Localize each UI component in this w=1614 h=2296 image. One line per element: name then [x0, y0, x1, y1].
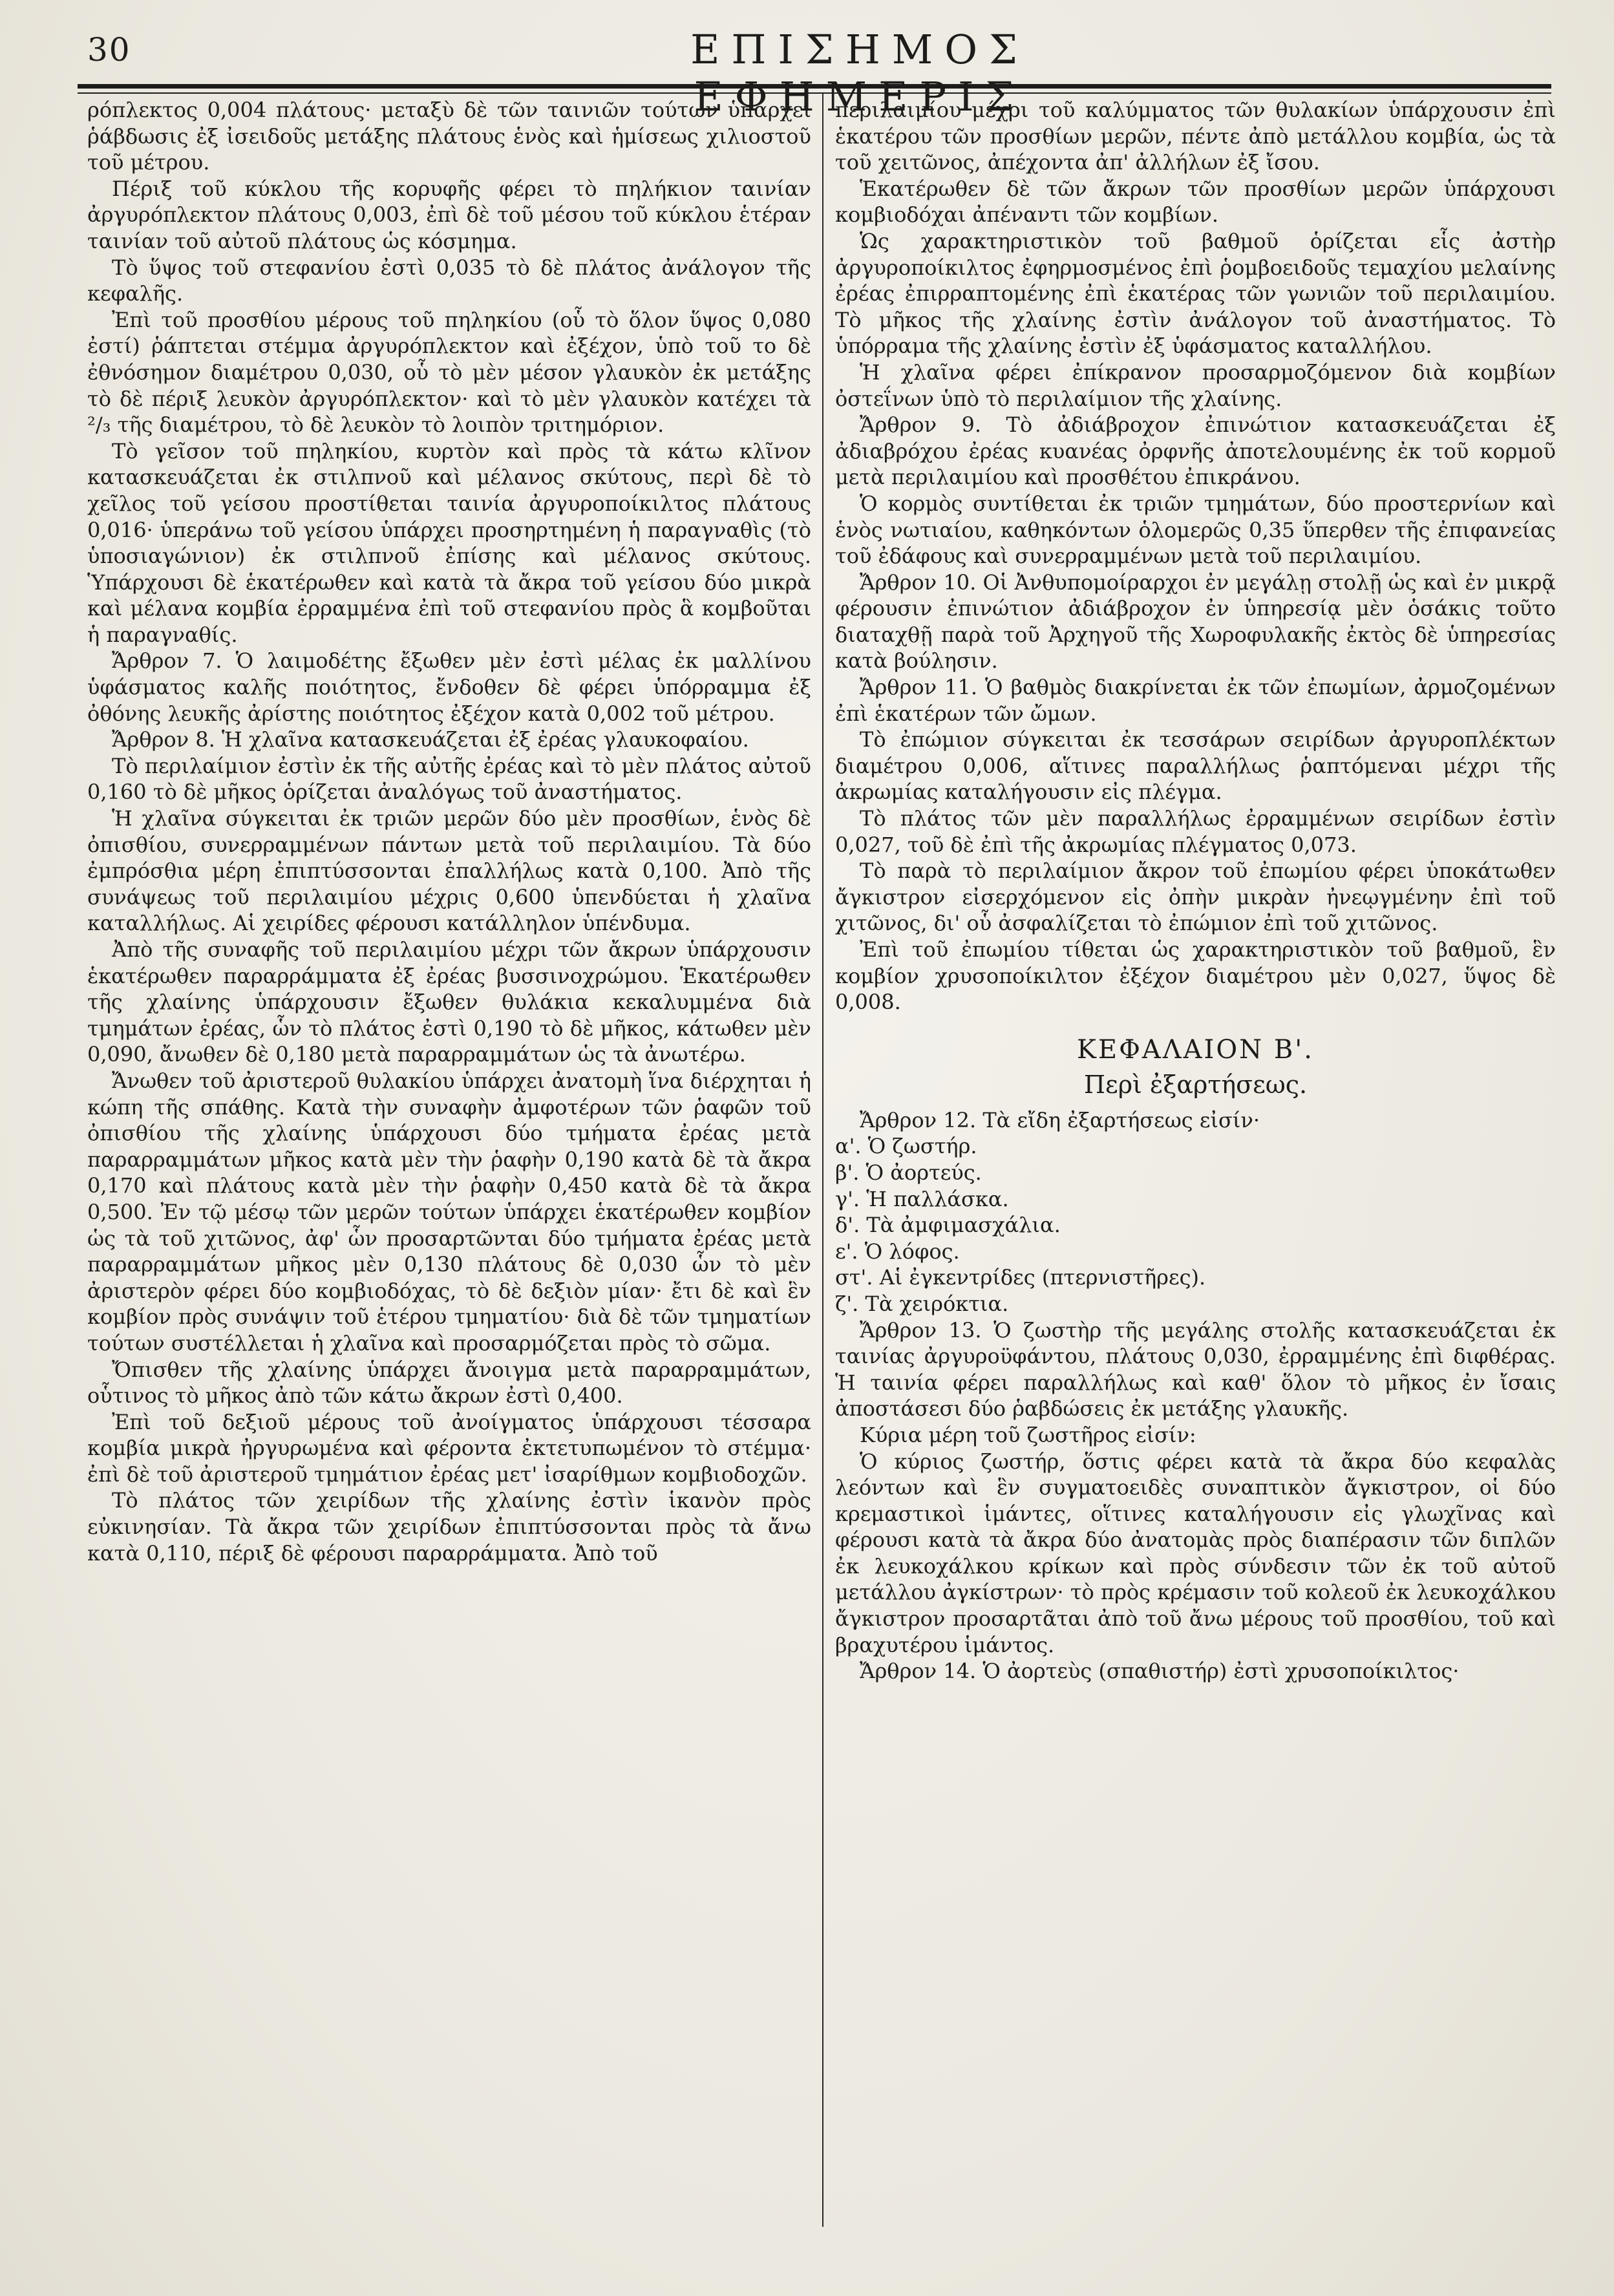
chapter-heading: ΚΕΦΑΛΑΙΟΝ Β'. [1077, 1034, 1314, 1065]
article-paragraph: Ἄρθρον 13. Ὁ ζωστὴρ τῆς μεγάλης στολῆς κατασκευάζεται ἐκ ταινίας ἀργυροϋφάντου, πλάτους 0,030, ἐρραμμένης ἐπὶ διφθέρας. Ἡ ταινία φέρει παραλλήλως καὶ καθ' ὅλον τὸ μῆκος ἐν ἴσαις ἀποστάσεσι δύο ῥαβδώσεις ἐκ μετάξης γλαυκῆς. [835, 1317, 1556, 1421]
paragraph: Ὡς χαρακτηριστικὸν τοῦ βαθμοῦ ὁρίζεται εἷς ἀστὴρ ἀργυροποίκιλτος ἐφηρμοσμένος ἐπὶ ῥομβοειδοῦς τεμαχίου μελαίνης ἐρέας ἐπιρραπτομένης ἐπὶ ἑκατέρας τῶν γωνιῶν τοῦ περιλαιμίου. Τὸ μῆκος τῆς χλαίνης ἐστὶν ἀνάλογον τοῦ ἀναστήματος. Τὸ ὑπόρραμα τῆς χλαίνης ἐστὶν ἐξ ὑφάσματος καταλλήλου. [835, 228, 1556, 359]
paragraph: Τὸ ἐπώμιον σύγκειται ἐκ τεσσάρων σειρίδων ἀργυροπλέκτων διαμέτρου 0,006, αἵτινες παραλλήλως ῥαπτόμεναι μέχρι τῆς ἀκρωμίας καταλήγουσιν εἰς πλέγμα. [835, 727, 1556, 805]
article-paragraph: Ἄρθρον 8. Ἡ χλαῖνα κατασκευάζεται ἐξ ἐρέας γλαυκοφαίου. [112, 727, 749, 752]
paragraph: Ἐπὶ τοῦ ἐπωμίου τίθεται ὡς χαρακτηριστικὸν τοῦ βαθμοῦ, ἓν κομβίον χρυσοποίκιλτον ἐξέχον διαμέτρου μὲν 0,027, ὕψος δὲ 0,008. [835, 937, 1556, 1015]
page-number: 30 [87, 31, 131, 69]
article-paragraph: Ἄρθρον 9. Τὸ ἀδιάβροχον ἐπινώτιον κατασκευάζεται ἐξ ἀδιαβρόχου ἐρέας κυανέας ὀρφνῆς ἀποτελουμένης ἐκ τοῦ κορμοῦ μετὰ περιλαιμίου καὶ προσθέτου ἐπικράνου. [835, 412, 1556, 490]
paragraph: Τὸ περιλαίμιον ἐστὶν ἐκ τῆς αὐτῆς ἐρέας καὶ τὸ μὲν πλάτος αὐτοῦ 0,160 τὸ δὲ μῆκος ὁρίζεται ἀναλόγως τοῦ ἀναστήματος. [87, 753, 811, 805]
paragraph: Ἀπὸ τῆς συναφῆς τοῦ περιλαιμίου μέχρι τῶν ἄκρων ὑπάρχουσιν ἑκατέρωθεν παραρράμματα ἐξ ἐρέας βυσσινοχρώμου. Ἑκατέρωθεν τῆς χλαίνης ὑπάρχουσιν ἔξωθεν θυλάκια κεκαλυμμένα διὰ τμημάτων ἐρέας, ὧν τὸ πλάτος ἐστὶ 0,190 τὸ δὲ μῆκος, κάτωθεν μὲν 0,090, ἄνωθεν δὲ 0,180 μετὰ παραρραμμάτων ὡς τὰ ἀνωτέρω. [87, 937, 811, 1067]
article-paragraph: Ἄρθρον 12. Τὰ εἴδη ἐξαρτήσεως εἰσίν· [860, 1107, 1260, 1132]
column-divider [822, 94, 823, 2227]
list-item: γ'. Ἡ παλλάσκα. [835, 1186, 1009, 1211]
paragraph: Τὸ παρὰ τὸ περιλαίμιον ἄκρον τοῦ ἐπωμίου φέρει ὑποκάτωθεν ἄγκιστρον εἰσερχόμενον εἰς ὀπὴν μικρὰν ἠνεῳγμένην ἐπὶ τοῦ χιτῶνος, δι' οὗ ἀσφαλίζεται τὸ ἐπώμιον ἐπὶ τοῦ χιτῶνος. [835, 858, 1556, 936]
list-item: β'. Ὁ ἀορτεύς. [835, 1160, 982, 1185]
paragraph: Ἡ χλαῖνα σύγκειται ἐκ τριῶν μερῶν δύο μὲν προσθίων, ἑνὸς δὲ ὀπισθίου, συνερραμμένων πάντων μετὰ τοῦ περιλαιμίου. Τὰ δύο ἐμπρόσθια μέρη ἐπιπτύσσονται ἐπαλλήλως κατὰ 0,100. Ἀπὸ τῆς συνάψεως τοῦ περιλαιμίου μέχρις 0,600 ὑπενδύεται ἡ χλαῖνα καταλλήλως. Αἱ χειρίδες φέρουσι κατάλληλον ὑπένδυμα. [87, 806, 811, 936]
header-rule-thin [78, 92, 1551, 94]
newspaper-title: ΕΠΙΣΗΜΟΣ ΕΦΗΜΕΡΙΣ [690, 26, 1029, 120]
list-item: δ'. Τὰ ἀμφιμασχάλια. [835, 1213, 1061, 1238]
article-paragraph: Ἄρθρον 11. Ὁ βαθμὸς διακρίνεται ἐκ τῶν ἐπωμίων, ἀρμοζομένων ἐπὶ ἑκατέρων τῶν ὤμων. [835, 675, 1556, 726]
list-item: ε'. Ὁ λόφος. [835, 1238, 960, 1264]
paragraph: Ὁ κορμὸς συντίθεται ἐκ τριῶν τμημάτων, δύο προστερνίων καὶ ἑνὸς νωτιαίου, καθηκόντων ὁλομερῶς 0,35 ὕπερθεν τῆς ἐπιφανείας τοῦ ἐδάφους καὶ συνερραμμένων μετὰ τοῦ περιλαιμίου. [835, 491, 1556, 569]
paragraph: Κύρια μέρη τοῦ ζωστῆρος εἰσίν: [860, 1422, 1196, 1447]
left-column [87, 97, 811, 2269]
paragraph: Ὁ κύριος ζωστήρ, ὅστις φέρει κατὰ τὰ ἄκρα δύο κεφαλὰς λεόντων καὶ ἓν συγματοειδὲς συναπτικὸν ἄγκιστρον, οἱ δύο κρεμαστικοὶ ἱμάντες, οἵτινες καταλήγουσιν εἰς γλωχῖνας καὶ φέρουσι κατὰ τὰ ἄκρα δύο ἀνατομὰς πρὸς διαπέρασιν τῶν διπλῶν ἐκ λευκοχάλκου κρίκων καὶ πρὸς σύνδεσιν τῶν ἐκ τοῦ αὐτοῦ μετάλλου ἀγκίστρων· τὸ πρὸς κρέμασιν τοῦ κολεοῦ ἐκ λευκοχάλκου ἄγκιστρον προσαρτᾶται ἀπὸ τοῦ ἄνω μέρους τοῦ προσθίου, τοῦ καὶ βραχυτέρου ἱμάντος. [835, 1449, 1556, 1657]
list-item: α'. Ὁ ζωστήρ. [835, 1134, 977, 1159]
paragraph: περιλαιμίου μέχρι τοῦ καλύμματος τῶν θυλακίων ὑπάρχουσιν ἐπὶ ἑκατέρου τῶν προσθίων μερῶν, πέντε ἀπὸ μετάλλου κομβία, ὡς τὰ τοῦ χειτῶνος, ἀπέχοντα ἀπ' ἀλλήλων ἐξ ἴσου. [835, 98, 1556, 175]
paragraph: Τὸ ὕψος τοῦ στεφανίου ἐστὶ 0,035 τὸ δὲ πλάτος ἀνάλογον τῆς κεφαλῆς. [87, 255, 811, 306]
list-item: στ'. Αἱ ἐγκεντρίδες (πτερνιστῆρες). [835, 1265, 1206, 1290]
paragraph: Τὸ πλάτος τῶν χειρίδων τῆς χλαίνης ἐστὶν ἱκανὸν πρὸς εὐκινησίαν. Τὰ ἄκρα τῶν χειρίδων ἐπιπτύσσονται πρὸς τὰ ἄνω κατὰ 0,110, πέριξ δὲ φέρουσι παραρράμματα. Ἀπὸ τοῦ [87, 1488, 811, 1566]
header-rule-thick [78, 84, 1551, 89]
paragraph: ρόπλεκτος 0,004 πλάτους· μεταξὺ δὲ τῶν ταινιῶν τούτων ὑπάρχει ῥάβδωσις ἐξ ἰσειδοῦς μετάξης πλάτους ἑνὸς καὶ ἡμίσεως χιλιοστοῦ τοῦ μέτρου. [87, 98, 811, 175]
list-item: ζ'. Τὰ χειρόκτια. [835, 1291, 1009, 1316]
paragraph: Ὄπισθεν τῆς χλαίνης ὑπάρχει ἄνοιγμα μετὰ παραρραμμάτων, οὗτινος τὸ μῆκος ἀπὸ τῶν κάτω ἄκρων ἐστὶ 0,400. [87, 1357, 811, 1408]
paragraph: Ἡ χλαῖνα φέρει ἐπίκρανον προσαρμοζόμενον διὰ κομβίων ὀστεΐνων ὑπὸ τὸ περιλαίμιον τῆς χλαίνης. [835, 359, 1556, 411]
chapter-subheading: Περὶ ἐξαρτήσεως. [1083, 1070, 1308, 1099]
paragraph: Πέριξ τοῦ κύκλου τῆς κορυφῆς φέρει τὸ πηλήκιον ταινίαν ἀργυρόπλεκτον πλάτους 0,003, ἐπὶ δὲ τοῦ μέσου τοῦ κύκλου ἑτέραν ταινίαν τοῦ αὐτοῦ πλάτους ὡς κόσμημα. [87, 176, 811, 253]
paragraph: Ἐπὶ τοῦ προσθίου μέρους τοῦ πηληκίου (οὗ τὸ ὅλον ὕψος 0,080 ἐστί) ῥάπτεται στέμμα ἀργυρόπλεκτον καὶ ἐξέχον, ὑπὸ τοῦ το δὲ ἐθνόσημον διαμέτρου 0,030, οὗ τὸ μὲν μέσον γλαυκὸν ἐκ μετάξης τὸ δὲ πέριξ λευκὸν ἀργυρόπλεκτον· καὶ τὸ μὲν γλαυκὸν κατέχει τὰ ²/₃ τῆς διαμέτρου, τὸ δὲ λευκὸν τὸ λοιπὸν τριτημόριον. [87, 307, 811, 438]
paragraph: Ἐπὶ τοῦ δεξιοῦ μέρους τοῦ ἀνοίγματος ὑπάρχουσι τέσσαρα κομβία μικρὰ ἠργυρωμένα καὶ φέροντα ἐκτετυπωμένον τὸ στέμμα· ἐπὶ δὲ τοῦ ἀριστεροῦ τμημάτιον ἐρέας μετ' ἰσαρίθμων κομβιοδοχῶν. [87, 1409, 811, 1487]
right-column [835, 97, 1556, 2269]
paragraph: Τὸ γεῖσον τοῦ πηληκίου, κυρτὸν καὶ πρὸς τὰ κάτω κλῖνον κατασκευάζεται ἐκ στιλπνοῦ καὶ μέλανος σκύτους, περὶ δὲ τὸ χεῖλος τοῦ γείσου προστίθεται ταινία ἀργυροποίκιλτος πλάτους 0,016· ὑπεράνω τοῦ γείσου ὑπάρχει προσηρτημένη ἡ παραγναθὶς (τὸ ὑποσιαγώνιον) ἐκ στιλπνοῦ ἐπίσης καὶ μέλανος σκύτους. Ὑπάρχουσι δὲ ἑκατέρωθεν καὶ κατὰ τὰ ἄκρα τοῦ γείσου δύο μικρὰ καὶ μέλανα κομβία ἐρραμμένα ἐπὶ τοῦ στεφανίου πρὸς ἃ κομβοῦται ἡ παραγναθίς. [87, 438, 811, 647]
paragraph: Ἑκατέρωθεν δὲ τῶν ἄκρων τῶν προσθίων μερῶν ὑπάρχουσι κομβιοδόχαι ἀπέναντι τῶν κομβίων. [835, 176, 1556, 228]
paragraph: Ἄνωθεν τοῦ ἀριστεροῦ θυλακίου ὑπάρχει ἀνατομὴ ἵνα διέρχηται ἡ κώπη τῆς σπάθης. Κατὰ τὴν συναφὴν ἀμφοτέρων τῶν ῥαφῶν τοῦ ὀπισθίου τῆς χλαίνης ὑπάρχουσι δύο τμήματα ἐρέας μετὰ παραρραμμάτων μῆκος κατὰ μὲν τὴν ῥαφὴν 0,190 κατὰ δὲ τὰ ἄκρα 0,170 καὶ πλάτους κατὰ μὲν τὴν ῥαφὴν 0,450 κατὰ δὲ τὰ ἄκρα 0,500. Ἐν τῷ μέσῳ τῶν μερῶν τούτων ὑπάρχει ἑκατέρωθεν κομβίον ὡς τὰ τοῦ χιτῶνος, ἀφ' ὧν προσαρτῶνται δύο τμήματα ἐρέας μετὰ παραρραμμάτων μῆκος μὲν 0,130 πλάτους δὲ 0,030 ὧν τὸ μὲν ἀριστερὸν φέρει δύο κομβιοδόχας, τὸ δὲ δεξιὸν μίαν· ἔτι δὲ καὶ ἓν κομβίον πρὸς συνάψιν τοῦ ἑτέρου τμηματίου· διὰ δὲ τῶν τμηματίων τούτων συστέλλεται ἡ χλαῖνα καὶ προσαρμόζεται πρὸς τὸ σῶμα. [87, 1068, 811, 1355]
article-paragraph: Ἄρθρον 7. Ὁ λαιμοδέτης ἔξωθεν μὲν ἐστὶ μέλας ἐκ μαλλίνου ὑφάσματος καλῆς ποιότητος, ἔνδοθεν δὲ φέρει ὑπόρραμμα ἐξ ὀθόνης λευκῆς ἀρίστης ποιότητος ἐξέχον κατὰ 0,002 τοῦ μέτρου. [87, 648, 811, 726]
paragraph: Τὸ πλάτος τῶν μὲν παραλλήλως ἐρραμμένων σειρίδων ἐστὶν 0,027, τοῦ δὲ ἐπὶ τῆς ἀκρωμίας πλέγματος 0,073. [835, 806, 1556, 857]
article-paragraph: Ἄρθρον 14. Ὁ ἀορτεὺς (σπαθιστήρ) ἐστὶ χρυσοποίκιλτος· [860, 1659, 1460, 1684]
article-paragraph: Ἄρθρον 10. Οἱ Ἀνθυπομοίραρχοι ἐν μεγάλῃ στολῇ ὡς καὶ ἐν μικρᾷ φέρουσιν ἐπινώτιον ἀδιάβροχον ἐν ὑπηρεσίᾳ μὲν ὁσάκις τοῦτο διαταχθῇ παρὰ τοῦ Ἀρχηγοῦ τῆς Χωροφυλακῆς ἐκτὸς δὲ ὑπηρεσίας κατὰ βούλησιν. [835, 569, 1556, 674]
